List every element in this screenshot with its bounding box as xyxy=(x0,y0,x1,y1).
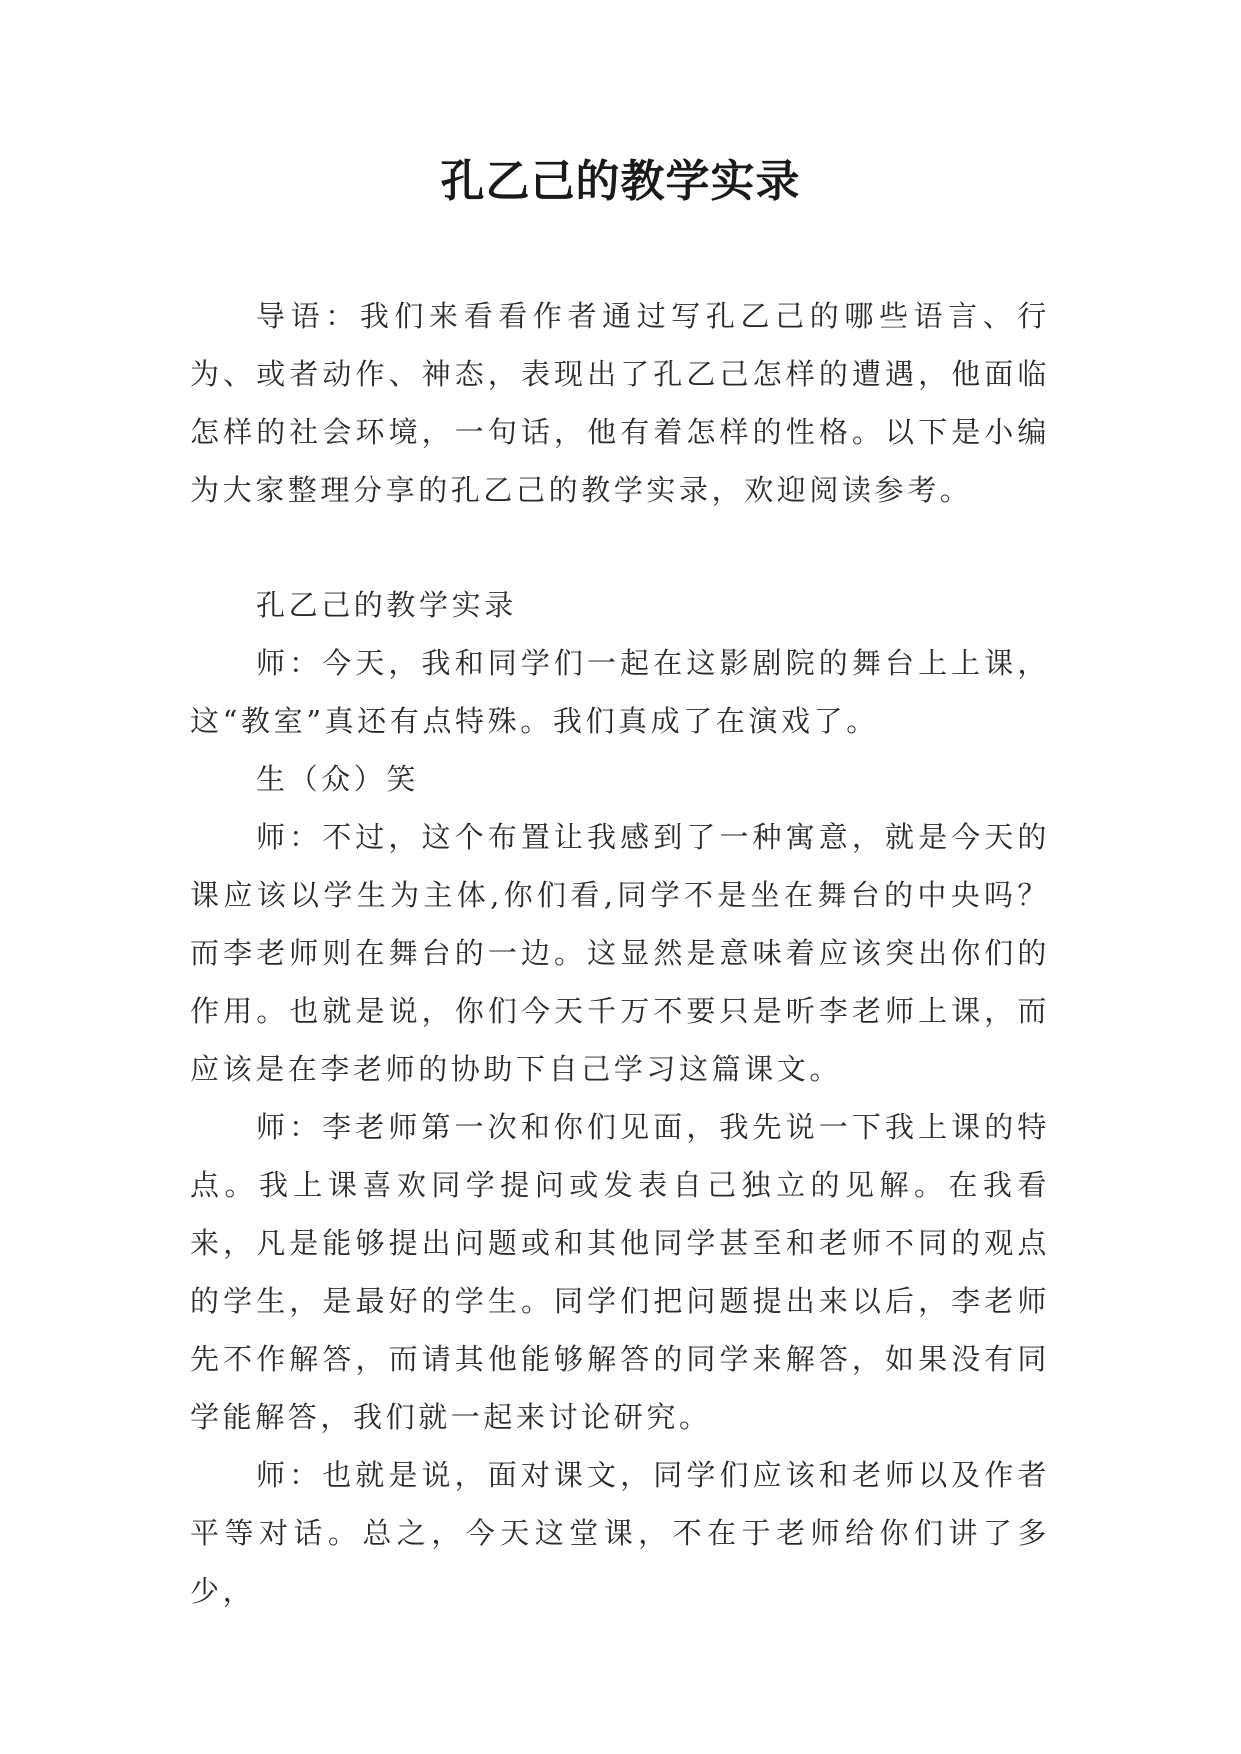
transcript-section xyxy=(190,576,1050,1620)
transcript-paragraph: 师：不过，这个布置让我感到了一种寓意，就是今天的课应该以学生为主体,你们看,同学不是坐在舞台的中央吗？而李老师则在舞台的一边。这显然是意味着应该突出你们的作用。也就是说，你们今天千万不要只是听李老师上课，而应该是在李老师的协助下自己学习这篇课文。 xyxy=(190,820,1050,1086)
document-title: 孔乙己的教学实录 xyxy=(440,156,801,207)
transcript-paragraph: 师：李老师第一次和你们见面，我先说一下我上课的特点。我上课喜欢同学提问或发表自己独立的见解。在我看来，凡是能够提出问题或和其他同学甚至和老师不同的观点的学生，是最好的学生。同学们把问题提出来以后，李老师先不作解答，而请其他能够解答的同学来解答，如果没有同学能解答，我们就一起来讨论研究。 xyxy=(190,1110,1050,1434)
section-heading: 孔乙己的教学实录 xyxy=(256,588,517,622)
intro-paragraph: 导语：我们来看看作者通过写孔乙己的哪些语言、行为、或者动作、神态，表现出了孔乙己怎样的遭遇，他面临怎样的社会环境，一句话，他有着怎样的性格。以下是小编为大家整理分享的孔乙己的教学实录，欢迎阅读参考。 xyxy=(190,299,1050,507)
transcript-paragraph: 生（众）笑 xyxy=(256,762,420,796)
transcript-paragraph: 师：也就是说，面对课文，同学们应该和老师以及作者平等对话。总之，今天这堂课，不在于老师给你们讲了多少， xyxy=(190,1458,1050,1608)
transcript-paragraph: 师：今天，我和同学们一起在这影剧院的舞台上上课，这“教室”真还有点特殊。我们真成了在演戏了。 xyxy=(190,646,1050,738)
intro-section xyxy=(190,287,1050,519)
